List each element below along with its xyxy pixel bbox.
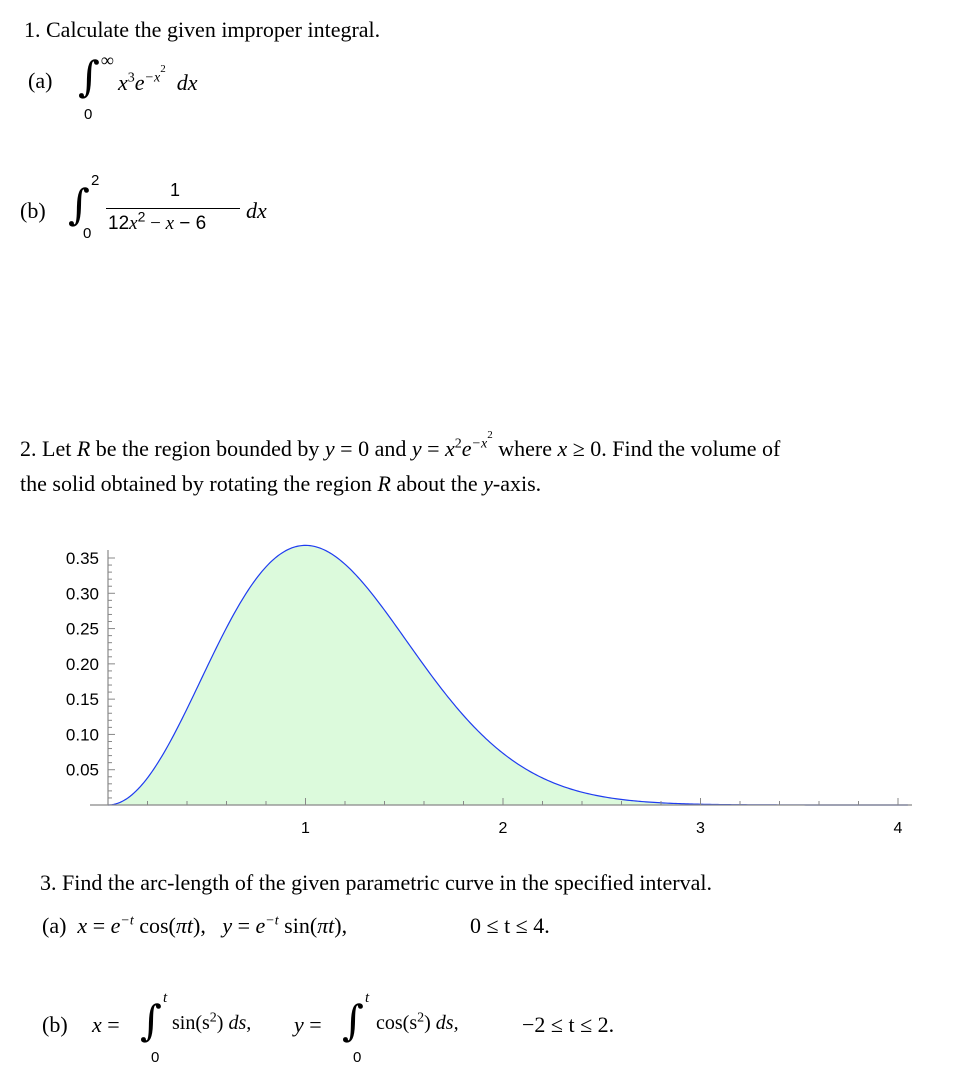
region-plot	[0, 520, 976, 850]
x-tick-label: 1	[301, 820, 310, 837]
problem-3a: (a) $x = e^{-t}$ cos(πt), $y = e^{-t}$ sin(πt),	[42, 913, 348, 938]
integral-sign: ∫	[78, 52, 100, 101]
region-r-fill	[108, 545, 908, 805]
problem-1-heading: 1. Calculate the given improper integral.	[24, 17, 381, 42]
problem-3a-interval: 0 ≤ t ≤ 4.	[470, 913, 550, 938]
y-tick-label: 0.05	[65, 760, 99, 780]
problem-1a-integrand: $x^3e^{-x2}$ dx	[118, 62, 198, 95]
integral-sign: ∫	[140, 996, 162, 1045]
fraction-numerator: 1	[170, 180, 181, 200]
problem-3-heading: 3. Find the arc-length of the given parametric curve in the specified interval.	[40, 870, 712, 895]
y-tick-label: 0.10	[65, 725, 99, 745]
integral-lower-limit: 0	[84, 106, 93, 123]
integral-lower-limit: 0	[151, 1049, 160, 1066]
y-tick-label: 0.25	[65, 619, 99, 639]
y-tick-label: 0.15	[65, 690, 99, 710]
fraction-denominator: $12x^2 - x - 6$	[108, 208, 207, 234]
integral-upper-limit: ∞	[101, 50, 114, 70]
integral-upper-limit: t	[163, 990, 168, 1006]
problem-2-line-2: the solid obtained by rotating the region R about the y-axis.	[20, 471, 542, 496]
x-tick-label: 2	[498, 820, 508, 837]
y-tick-label: 0.30	[65, 584, 99, 604]
y-tick-label: 0.35	[65, 549, 99, 568]
problem-1b-label: (b)	[20, 198, 46, 223]
problem-2-line-1: 2. Let R be the region bounded by y = 0 and $y = x^2e^{-x2}$ where x ≥ 0. Find the volume of	[20, 428, 781, 461]
problem-3b-x-integrand: $\sin(s^2)$ ds,	[172, 1010, 252, 1034]
differential-dx: dx	[246, 198, 267, 223]
problem-3b-x-eq: x =	[92, 1012, 120, 1037]
integral-lower-limit: 0	[353, 1049, 362, 1066]
x-tick-label: 4	[893, 820, 903, 837]
problem-3b-y-integrand: $\cos(s^2)$ ds,	[376, 1010, 459, 1034]
problem-3b-label: (b)	[42, 1012, 68, 1037]
problem-3b-interval: −2 ≤ t ≤ 2.	[522, 1012, 615, 1037]
y-tick-label: 0.20	[65, 654, 99, 674]
problem-1a-label: (a)	[28, 68, 53, 93]
integral-sign: ∫	[342, 996, 364, 1045]
integral-upper-limit: t	[365, 990, 370, 1006]
integral-sign: ∫	[68, 180, 90, 229]
x-tick-label: 3	[696, 820, 705, 837]
integral-lower-limit: 0	[83, 225, 92, 242]
fraction-bar	[106, 208, 240, 209]
problem-3b-y-eq: y =	[294, 1012, 322, 1037]
integral-upper-limit: 2	[91, 172, 100, 189]
